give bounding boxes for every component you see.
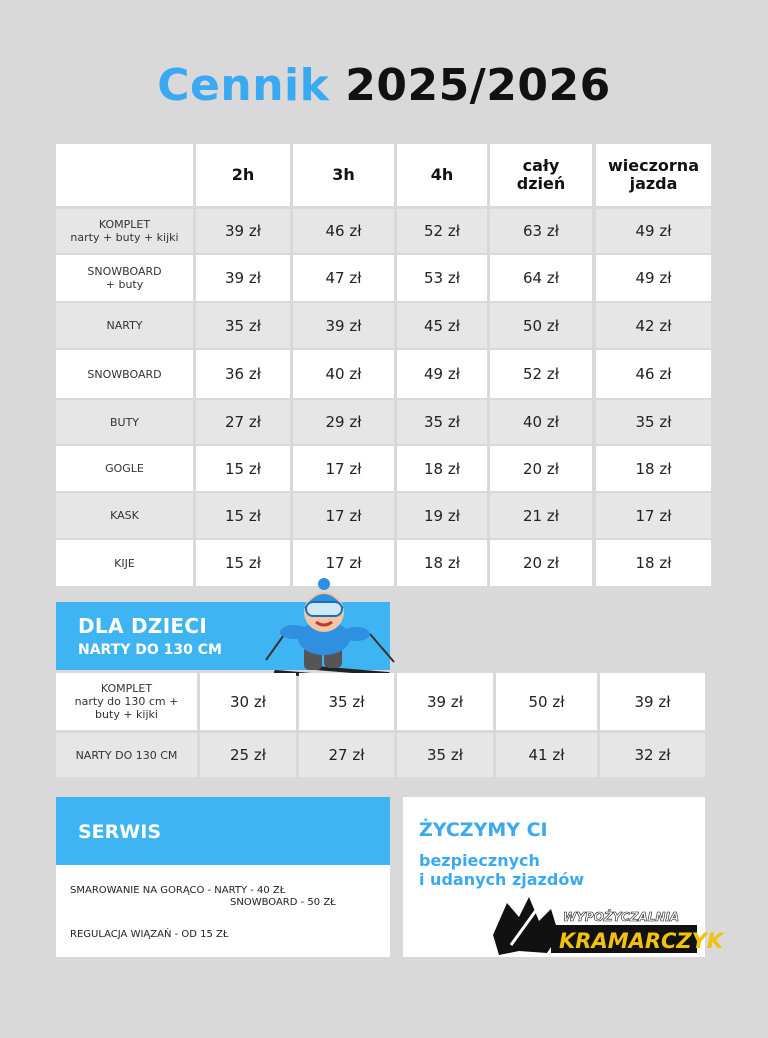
kids-row-label-line-1: NARTY DO 130 CM: [75, 748, 178, 762]
price-cell: 53 zł: [397, 255, 487, 301]
column-header-line-2: dzień: [516, 174, 566, 193]
price-cell: 19 zł: [397, 493, 487, 538]
logo-top-text: WYPOŻYCZALNIA: [563, 910, 680, 924]
title-season: 2025/2026: [345, 60, 611, 111]
row-label-line-1: KOMPLET: [98, 218, 151, 231]
wish-line-2: bezpiecznych: [419, 851, 540, 870]
price-cell: 49 zł: [596, 255, 711, 301]
kids-title: DLA DZIECI: [78, 614, 208, 638]
price-cell: 20 zł: [490, 446, 592, 491]
price-cell: 50 zł: [490, 303, 592, 348]
price-cell: 35 zł: [196, 303, 290, 348]
price-cell: 63 zł: [490, 209, 592, 253]
price-cell: 20 zł: [490, 540, 592, 586]
column-header: [293, 144, 394, 206]
serwis-line-2: SNOWBOARD - 50 ZŁ: [230, 897, 336, 908]
kramarczyk-logo: [489, 895, 724, 957]
price-cell: 15 zł: [196, 540, 290, 586]
price-cell: 52 zł: [397, 209, 487, 253]
column-header-line-1: 4h: [430, 165, 454, 184]
logo-name-text: KRAMARCZYK: [559, 929, 724, 953]
kids-row-label-line-1: KOMPLET: [100, 682, 153, 695]
kids-price-cell: 35 zł: [299, 673, 394, 730]
kids-price-cell: 50 zł: [496, 673, 597, 730]
price-cell: 46 zł: [293, 209, 394, 253]
row-label-line-1: BUTY: [109, 415, 140, 429]
price-cell: 27 zł: [196, 400, 290, 444]
price-cell: 49 zł: [596, 209, 711, 253]
kids-price-cell: 27 zł: [299, 733, 394, 777]
price-cell: 17 zł: [596, 493, 711, 538]
skier-illustration: [258, 576, 398, 680]
serwis-header: SERWIS: [56, 797, 390, 865]
price-cell: 21 zł: [490, 493, 592, 538]
price-cell: 18 zł: [596, 540, 711, 586]
wish-line-1: ŻYCZYMY CI: [419, 819, 548, 841]
column-header-line-1: cały: [522, 156, 560, 175]
serwis-line-1: SMAROWANIE NA GORĄCO - NARTY - 40 ZŁ: [70, 885, 286, 896]
price-cell: 18 zł: [397, 446, 487, 491]
price-cell: 40 zł: [490, 400, 592, 444]
column-header: [490, 144, 592, 206]
row-label-line-2: narty + buty + kijki: [70, 231, 179, 244]
kids-price-cell: 39 zł: [397, 673, 493, 730]
price-cell: 17 zł: [293, 493, 394, 538]
price-cell: 35 zł: [596, 400, 711, 444]
row-label: [56, 350, 193, 398]
kids-subtitle: NARTY DO 130 CM: [78, 642, 222, 658]
row-label-line-1: SNOWBOARD: [87, 367, 162, 381]
row-label: [56, 255, 193, 301]
row-label-line-1: NARTY: [106, 319, 143, 332]
row-label: [56, 400, 193, 444]
kids-row-label-line-3: buty + kijki: [95, 708, 158, 721]
wish-line-3: i udanych zjazdów: [419, 870, 585, 889]
row-label: [56, 493, 193, 538]
kids-row-label: [56, 673, 197, 730]
price-cell: 46 zł: [596, 350, 711, 398]
row-label-line-1: GOGLE: [105, 462, 144, 475]
column-header: [397, 144, 487, 206]
row-label: [56, 540, 193, 586]
price-cell: 42 zł: [596, 303, 711, 348]
column-header: [596, 144, 711, 206]
header-empty-cell: [56, 144, 193, 206]
row-label: [56, 209, 193, 253]
price-cell: 39 zł: [196, 255, 290, 301]
row-label-line-2: + buty: [105, 278, 144, 291]
price-cell: 39 zł: [293, 303, 394, 348]
kids-row-label: [56, 733, 197, 777]
column-header-line-1: 3h: [332, 165, 355, 184]
row-label-line-1: KIJE: [114, 556, 135, 570]
column-header-line-2: jazda: [629, 174, 678, 193]
price-cell: 49 zł: [397, 350, 487, 398]
price-cell: 64 zł: [490, 255, 592, 301]
price-cell: 45 zł: [397, 303, 487, 348]
column-header-line-1: wieczorna: [608, 156, 699, 175]
price-cell: 40 zł: [293, 350, 394, 398]
kids-price-cell: 41 zł: [496, 733, 597, 777]
column-header-line-1: 2h: [231, 165, 255, 184]
wish-box: [403, 797, 724, 957]
row-label-line-1: KASK: [110, 509, 139, 522]
price-cell: 17 zł: [293, 446, 394, 491]
price-cell: 29 zł: [293, 400, 394, 444]
serwis-body: [56, 865, 390, 957]
price-cell: 17 zł: [293, 540, 394, 586]
price-cell: 47 zł: [293, 255, 394, 301]
kids-price-cell: 32 zł: [600, 733, 705, 777]
kids-price-cell: 39 zł: [600, 673, 705, 730]
page-title: [0, 60, 768, 111]
column-header: [196, 144, 290, 206]
price-cell: 36 zł: [196, 350, 290, 398]
price-cell: 18 zł: [397, 540, 487, 586]
price-cell: 39 zł: [196, 209, 290, 253]
price-cell: 18 zł: [596, 446, 711, 491]
serwis-line-3: REGULACJA WIĄZAŃ - OD 15 ZŁ: [70, 929, 229, 940]
title-cennik: Cennik: [157, 60, 330, 111]
row-label: [56, 303, 193, 348]
price-cell: 35 zł: [397, 400, 487, 444]
kids-price-cell: 30 zł: [200, 673, 296, 730]
price-cell: 52 zł: [490, 350, 592, 398]
kids-row-label-line-2: narty do 130 cm +: [74, 695, 179, 708]
kids-price-cell: 25 zł: [200, 733, 296, 777]
row-label: [56, 446, 193, 491]
row-label-line-1: SNOWBOARD: [87, 265, 162, 278]
price-cell: 15 zł: [196, 493, 290, 538]
price-cell: 15 zł: [196, 446, 290, 491]
kids-price-cell: 35 zł: [397, 733, 493, 777]
